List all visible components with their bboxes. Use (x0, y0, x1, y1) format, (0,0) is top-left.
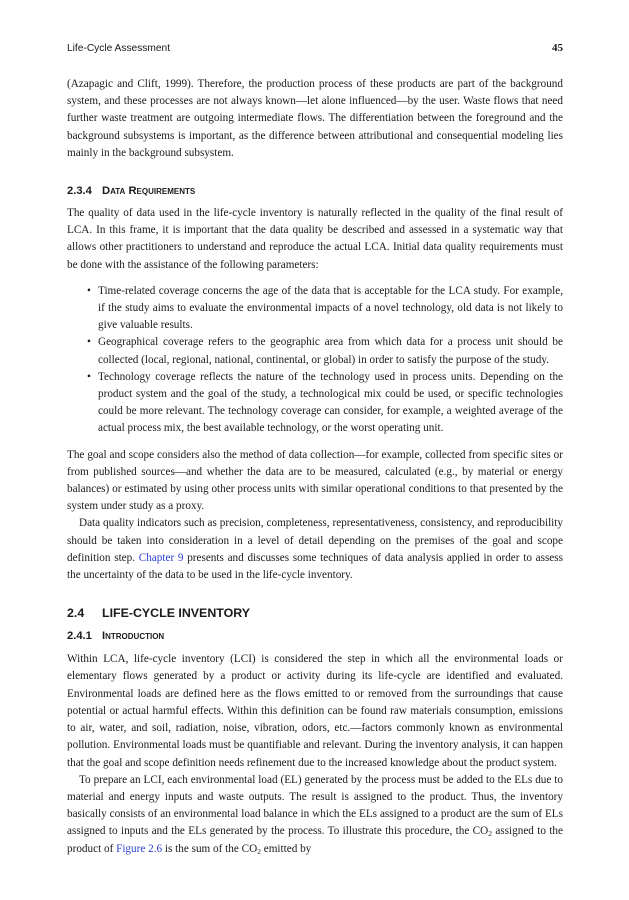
bullet-time-coverage: • Time-related coverage concerns the age of the data that is acceptable for the LCA study. For example, if the study aims to evaluate the environmental impacts of a novel technology, old data is not likely to give valuable results. (98, 283, 563, 335)
running-title: Life-Cycle Assessment (67, 43, 171, 54)
data-requirements-paragraph-2: The goal and scope considers also the method of data collection—for example, collected from specific sites or from published sources—and whether the data are to be measured, calculated (e.g., by material or energy balances) or estimated by using other process units with similar operational conditions to that presented by the system under study as a proxy. (67, 448, 563, 513)
para2-text-c: is the sum of the CO (162, 842, 258, 855)
intro-paragraph: (Azapagic and Clift, 1999). Therefore, the production process of these products are part of the background system, and these processes are not always known—let alone influenced—by the user. Waste flows that need further waste treatment are outgoing intermediate flows. The differentiation between the foreground and the background subsystems is important, as the difference between attributional and consequential modeling lies mainly in the background subsystem. (67, 78, 563, 159)
para2-text-b: assigned to the product of (67, 825, 563, 855)
page-number: 45 (552, 42, 563, 54)
introduction-paragraph-1: Within LCA, life-cycle inventory (LCI) is considered the step in which all the environmental loads or elementary flows generated by a product or activity during its life-cycle are identified and evaluated. Environmental loads are defined here as the flows emitted to or removed from the surroundings that cause potential or actual harmful effects. Within this definition can be found raw materials consumption, emissions to air, water, and soil, radiation, noise, vibration, odors, etc.—factors commonly known as environmental pollution. Environmental loads must be quantifiable and relevant. During the inventory analysis, it can happen that the goal and scope definition needs refinement due to the increased knowledge about the product system. (67, 653, 563, 769)
para3-text-b: presents and discusses some techniques of data analysis applied in order to assess the uncertainty of the data to be used in the life-cycle inventory. (67, 551, 563, 582)
chapter-9-link[interactable]: Chapter 9 (138, 551, 184, 564)
section-heading-2-4 (67, 604, 563, 622)
section-title: Data Requirements (102, 185, 196, 198)
page (67, 40, 563, 858)
para2-text-d: emitted by (260, 842, 312, 855)
section-number: 2.3.4 (67, 185, 92, 198)
para3-text-a: Data quality indicators such as precision, completeness, representativeness, consistency, and reproducibility should be taken into consideration in a level of detail depending on the premises of the goal and scope definition step. (67, 517, 563, 564)
data-requirements-paragraph-1: The quality of data used in the life-cycle inventory is naturally reflected in the quality of the final result of LCA. In this frame, it is important that the data quality be described and assessed in a systematic way that allows other practitioners to understand and reproduce the actual LCA. Initial data quality requirements must be done with the assistance of the following parameters: (67, 207, 563, 271)
section-title: Introduction (102, 630, 165, 643)
section-heading-2-4-1 (67, 627, 563, 645)
introduction-paragraph-2 (67, 772, 563, 858)
subscript-2: 2 (488, 829, 492, 839)
section-number: 2.4 (67, 606, 85, 621)
bullet-geographical-coverage: • Geographical coverage refers to the geographic area from which data for a process unit should be collected (local, regional, national, continental, or global) in order to satisfy the purpose of the study. (98, 334, 563, 368)
subscript-2: 2 (257, 846, 261, 856)
running-header (67, 40, 563, 60)
data-quality-parameters-list (67, 283, 563, 438)
figure-2-6-link[interactable]: Figure 2.6 (116, 842, 163, 855)
bullet-technology-coverage: • Technology coverage reflects the nature of the technology used in process units. Depending on the product system and the goal of the study, a technological mix could be used, or specific technologies could be more relevant. The technology coverage can consider, for example, a weighted average of the actual process mix, the best available technology, or the worst operating unit. (98, 369, 563, 438)
section-number: 2.4.1 (67, 630, 92, 643)
section-title: LIFE-CYCLE INVENTORY (102, 606, 251, 621)
data-requirements-paragraph-3 (67, 515, 563, 584)
para2-text-a: To prepare an LCI, each environmental load (EL) generated by the process must be added to the ELs due to material and energy inputs and waste outputs. The result is assigned to the product. Thus, the inventory basically consists of an environmental load balance in which the ELs assigned to a product are the sum of ELs assigned to inputs and the ELs generated by the process. To illustrate this procedure, the CO (67, 773, 563, 838)
section-heading-2-3-4 (67, 182, 563, 200)
